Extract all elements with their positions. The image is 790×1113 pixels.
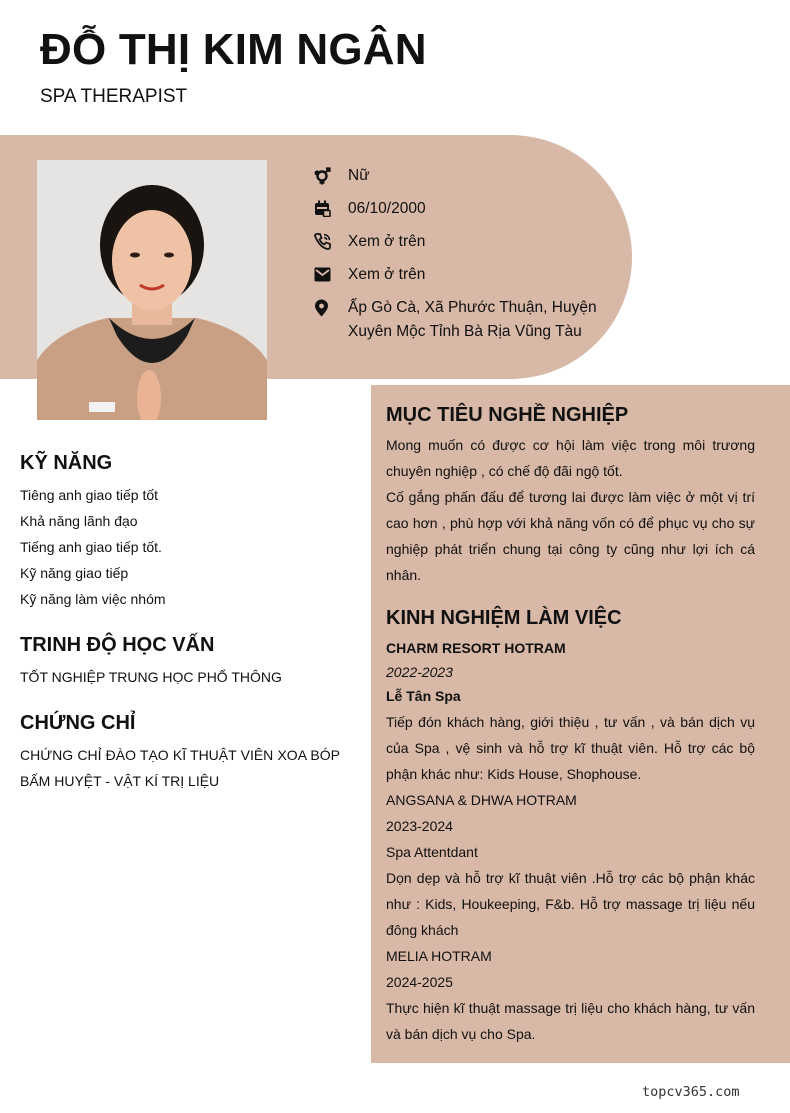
experience-period: 2022-2023 <box>386 664 453 680</box>
job-title: SPA THERAPIST <box>40 86 188 107</box>
experience-role: Spa Attentdant <box>386 844 478 860</box>
education-text: TỐT NGHIỆP TRUNG HỌC PHỔ THÔNG <box>20 669 282 685</box>
skill-item: Tiếng anh giao tiếp tốt. <box>20 539 162 555</box>
location-icon <box>314 296 348 319</box>
experience-role: Lễ Tân Spa <box>386 688 461 704</box>
calendar-icon <box>314 197 348 220</box>
experience-description: Dọn dẹp và hỗ trợ kĩ thuật viên .Hỗ trợ các bộ phận khác như : Kids, Houkeeping, F&b. Hỗ trợ massage trị liệu nếu đông khách <box>386 870 755 938</box>
address-text: Ấp Gò Cà, Xã Phước Thuận, Huyện Xuyên Mộc Tỉnh Bà Rịa Vũng Tàu <box>348 299 597 340</box>
objective-title: MỤC TIÊU NGHỀ NGHIỆP <box>386 404 629 426</box>
contact-phone <box>314 230 604 254</box>
certificates-text: CHỨNG CHỈ ĐÀO TẠO KĨ THUẬT VIÊN XOA BÓP BẤM HUYỆT - VẬT KÍ TRỊ LIỆU <box>20 747 340 789</box>
experience-period: 2024-2025 <box>386 974 453 990</box>
gender-text: Nữ <box>348 167 370 184</box>
experience-company: ANGSANA & DHWA HOTRAM <box>386 792 577 808</box>
experience-title: KINH NGHIỆM LÀM VIỆC <box>386 607 622 629</box>
skills-section <box>20 450 340 612</box>
candidate-name: ĐỖ THỊ KIM NGÂN <box>40 25 427 74</box>
profile-photo <box>37 160 267 420</box>
contact-info <box>314 164 604 353</box>
birthday-text: 06/10/2000 <box>348 200 426 217</box>
email-text: Xem ở trên <box>348 266 426 283</box>
phone-icon <box>314 230 348 253</box>
objective-section <box>386 402 755 588</box>
contact-gender <box>314 164 604 188</box>
experience-section <box>386 605 755 1047</box>
watermark: topcv365.com <box>642 1084 740 1100</box>
skill-item: Kỹ năng làm việc nhóm <box>20 591 166 607</box>
education-title: TRINH ĐỘ HỌC VẤN <box>20 634 215 656</box>
certificates-title: CHỨNG CHỈ <box>20 712 136 734</box>
gender-icon <box>314 164 348 187</box>
objective-paragraph-1: Mong muốn có được cơ hội làm việc trong môi trương chuyên nghiệp , có chế độ đãi ngộ tốt. <box>386 437 755 479</box>
skills-title: KỸ NĂNG <box>20 452 113 474</box>
objective-paragraph-2: Cố gắng phấn đấu để tương lai được làm việc ở một vị trí cao hơn , phù hợp với khả năng vốn có để phục vụ cho sự nghiệp phát triển chung tại công ty cũng như lợi ích cá nhân. <box>386 489 755 583</box>
experience-company: CHARM RESORT HOTRAM <box>386 640 566 656</box>
education-section <box>20 632 340 690</box>
contact-email <box>314 263 604 287</box>
skill-item: Khả năng lãnh đạo <box>20 513 138 529</box>
experience-description: Thực hiện kĩ thuật massage trị liệu cho khách hàng, tư vấn và bán dịch vụ cho Spa. <box>386 1000 755 1042</box>
phone-text: Xem ở trên <box>348 233 426 250</box>
skills-list <box>20 482 340 612</box>
skill-item: Tiêng anh giao tiếp tốt <box>20 487 159 503</box>
contact-birthday <box>314 197 604 221</box>
email-icon <box>314 263 348 286</box>
contact-address <box>314 296 604 344</box>
experience-period: 2023-2024 <box>386 818 453 834</box>
experience-description: Tiếp đón khách hàng, giới thiệu , tư vấn , và bán dịch vụ của Spa , vệ sinh và hỗ trợ kĩ thuật viên. Hỗ trợ các bộ phận khác như: Kids House, Shophouse. <box>386 714 755 782</box>
skill-item: Kỹ năng giao tiếp <box>20 565 129 581</box>
certificates-section <box>20 710 340 794</box>
experience-company: MELIA HOTRAM <box>386 948 492 964</box>
